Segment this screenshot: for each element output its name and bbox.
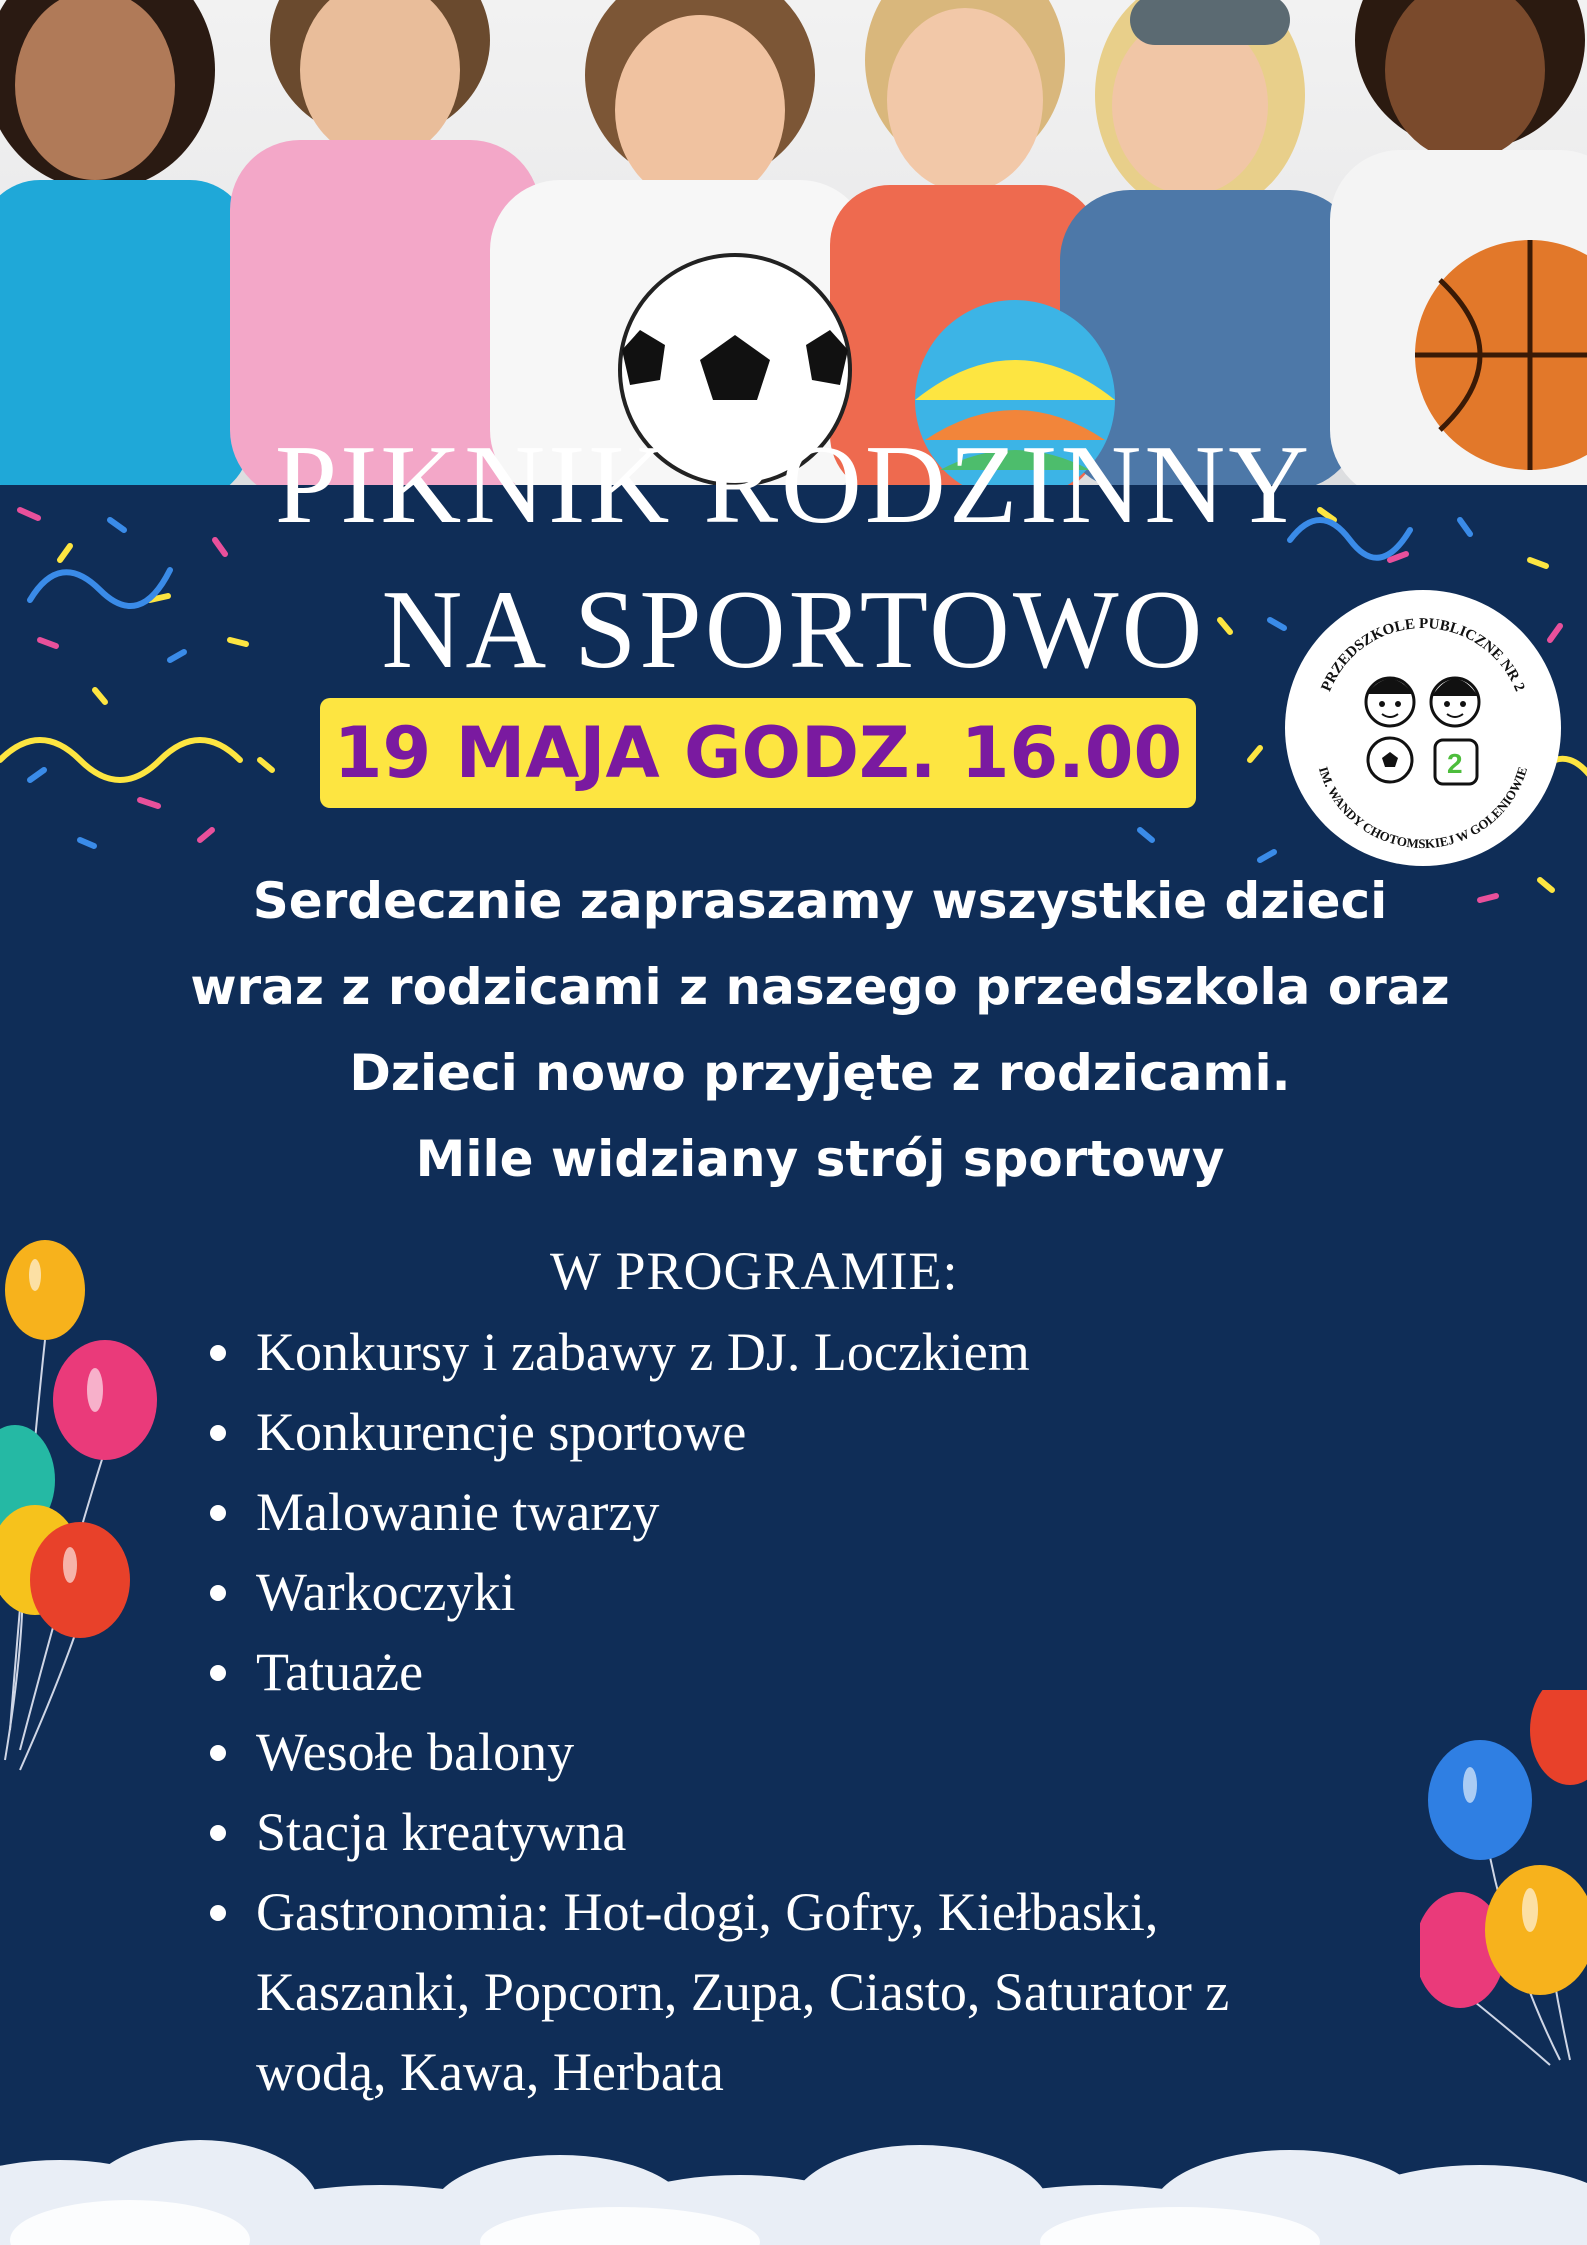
bullet-icon [210, 1585, 226, 1601]
invitation-text [60, 858, 1580, 1202]
program-heading: W PROGRAMIE: [550, 1241, 959, 1301]
title-line-1: PIKNIK RODZINNY [274, 423, 1313, 547]
program-item: Warkoczyki [210, 1552, 1390, 1632]
bullet-icon [210, 1425, 226, 1441]
invitation-line: Mile widziany strój sportowy [415, 1130, 1225, 1188]
invitation-line: Dzieci nowo przyjęte z rodzicami. [349, 1044, 1291, 1102]
date-text: 19 MAJA GODZ. 16.00 [333, 712, 1183, 794]
program-item: Konkurencje sportowe [210, 1392, 1390, 1472]
logo-ring-bottom: IM. WANDY CHOTOMSKIEJ W GOLENIOWIE [1315, 764, 1531, 852]
date-banner [320, 698, 1196, 808]
program-item-gastronomy: Gastronomia: Hot-dogi, Gofry, Kiełbaski, Kaszanki, Popcorn, Zupa, Ciasto, Saturator z wodą, Kawa, Herbata [210, 1872, 1390, 2112]
children-photo [0, 0, 1587, 485]
logo-number: 2 [1447, 748, 1463, 779]
clouds-decoration [0, 2070, 1587, 2245]
bullet-icon [210, 1905, 226, 1921]
invitation-line: Serdecznie zapraszamy wszystkie dzieci [252, 872, 1388, 930]
children-illustration [0, 0, 1587, 485]
bullet-icon [210, 1665, 226, 1681]
bullet-icon [210, 1505, 226, 1521]
program-item: Wesołe balony [210, 1712, 1390, 1792]
program-item: Malowanie twarzy [210, 1472, 1390, 1552]
program-item: Konkursy i zabawy z DJ. Loczkiem [210, 1312, 1390, 1392]
balloons-right-icon [1420, 1690, 1587, 2070]
logo-ring-top: PRZEDSZKOLE PUBLICZNE NR 2 [1318, 616, 1528, 694]
program-item: Tatuaże [210, 1632, 1390, 1712]
invitation-line: wraz z rodzicami z naszego przedszkola oraz [190, 958, 1450, 1016]
program-list [210, 1312, 1390, 2112]
kindergarten-logo [1285, 590, 1561, 866]
bullet-icon [210, 1345, 226, 1361]
balloons-left-icon [0, 1230, 160, 1790]
kindergarten-logo-graphic [1285, 590, 1561, 866]
bullet-icon [210, 1745, 226, 1761]
bullet-icon [210, 1825, 226, 1841]
program-item: Stacja kreatywna [210, 1792, 1390, 1872]
title-line-2: NA SPORTOWO [381, 568, 1206, 692]
